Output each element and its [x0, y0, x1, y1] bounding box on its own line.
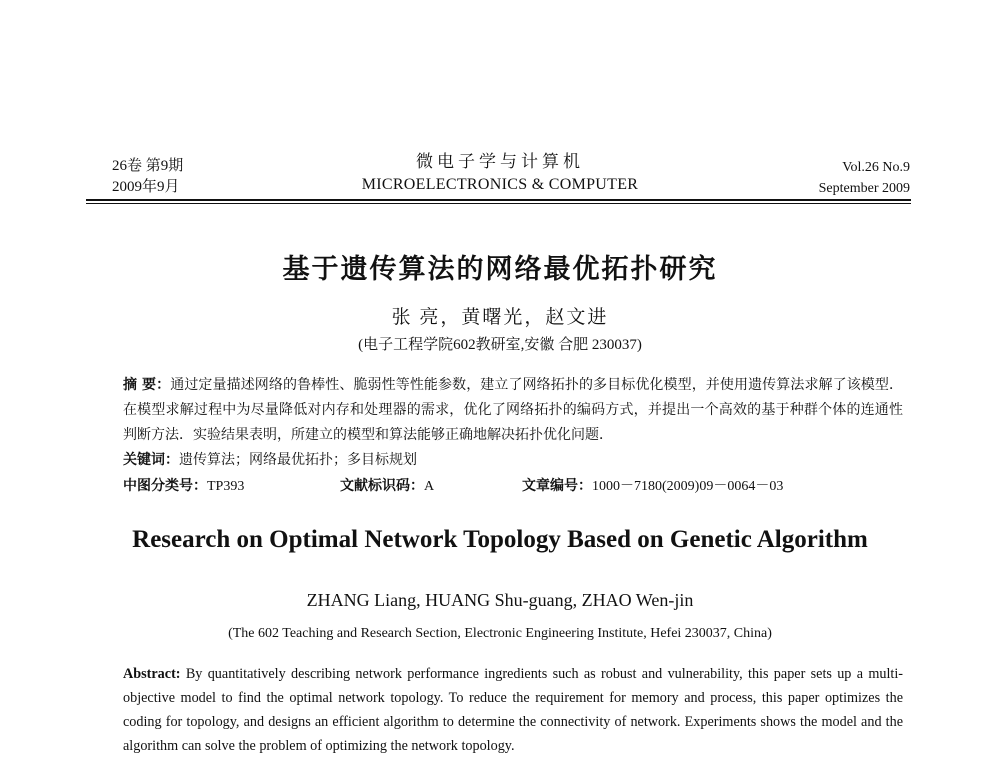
abstract-en: [123, 662, 903, 758]
keywords-cn: [123, 448, 417, 473]
affiliation-cn: (电子工程学院602教研室,安徽 合肥 230037): [358, 337, 642, 353]
doc-code-value: A: [424, 479, 435, 494]
clc-number: [123, 474, 244, 499]
journal-name-en: MICROELECTRONICS & COMPUTER: [361, 176, 639, 193]
document-code: [340, 474, 434, 499]
volume-issue-en: Vol.26 No.9: [842, 160, 910, 175]
clc-label: 中图分类号：: [123, 478, 207, 494]
paper-title-en: Research on Optimal Network Topology Based on Genetic Algorithm: [132, 526, 868, 553]
authors-en: ZHANG Liang, HUANG Shu-guang, ZHAO Wen-jin: [306, 590, 694, 610]
journal-title: [300, 150, 700, 196]
header-right: [819, 157, 910, 199]
article-no-label: 文章编号：: [522, 478, 592, 494]
abstract-cn-text: 通过定量描述网络的鲁棒性、脆弱性等性能参数，建立了网络拓扑的多目标优化模型，并使用遗传算法求解了该模型．在模型求解过程中为尽量降低对内存和处理器的需求，优化了网络拓扑的编码方式，并提出一个高效的基于种群个体的连通性判断方法．实验结果表明，所建立的模型和算法能够正确地解决拓扑优化问题．: [123, 378, 903, 443]
keywords-label: 关键词：: [123, 452, 179, 468]
header-rule-thin: [86, 203, 911, 204]
volume-issue-cn: 26卷 第9期: [112, 158, 184, 174]
abstract-en-text: By quantitatively describing network performance ingredients such as robust and vulnerability, this paper sets up a multi-objective model to find the optimal network topology. To reduce the requirement for memory and process, this paper optimizes the coding for topology, and designs an efficient algorithm to determine the connectivity of network. Experiments shows the model and the algorithm can solve the problem of optimizing the network topology.: [123, 666, 903, 754]
journal-name-cn: 微电子学与计算机: [416, 152, 584, 171]
article-no-value: 1000－7180(2009)09－0064－03: [592, 479, 784, 494]
article-number: [522, 474, 783, 499]
affiliation-en: (The 602 Teaching and Research Section, Electronic Engineering Institute, Hefei 230037, China): [228, 626, 772, 641]
abstract-en-label: Abstract:: [123, 666, 181, 682]
date-cn: 2009年9月: [112, 179, 180, 195]
abstract-cn-label: 摘 要：: [123, 377, 171, 393]
keywords-text: 遗传算法；网络最优拓扑；多目标规划: [179, 453, 417, 468]
header-left: [112, 156, 183, 198]
header-rule-thick: [86, 199, 911, 201]
abstract-cn: [123, 373, 903, 448]
authors-cn: 张 亮，黄曙光，赵文进: [391, 307, 609, 328]
clc-value: TP393: [207, 479, 245, 494]
date-en: September 2009: [818, 181, 910, 196]
doc-code-label: 文献标识码：: [340, 478, 424, 494]
paper-title-cn: 基于遗传算法的网络最优拓扑研究: [282, 254, 718, 285]
